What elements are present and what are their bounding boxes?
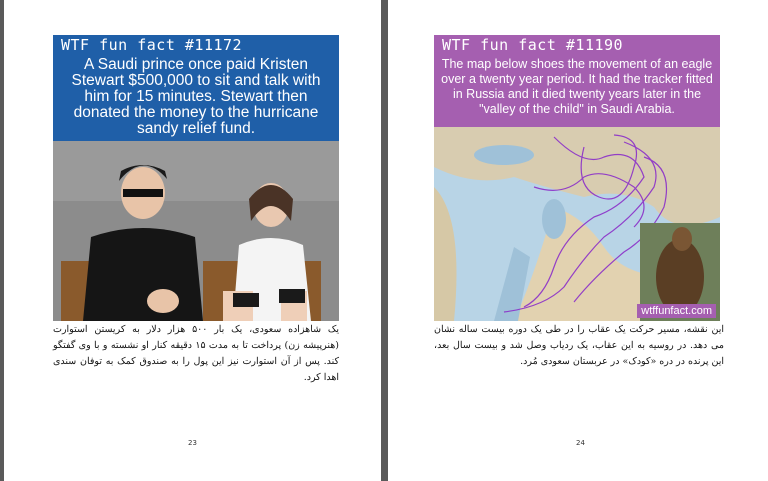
page-number-left: 23 [188, 439, 197, 447]
fact-title-right: WTF fun fact #11190 [442, 36, 624, 54]
fact-text-right: The map below shoes the movement of an eagle over a twenty year period. It had the tracker fitted in Russia and it died twenty years later in the "valley of the child" in Saudi Arabia. [441, 57, 713, 116]
fun-fact-card-left [53, 35, 339, 321]
persian-caption-left: یک شاهزاده سعودی، یک بار ۵۰۰ هزار دلار به کریستن استوارت (هنرپیشه زن) پرداخت تا به مدت ۱۵ دقیقه کنار او نشسته و با وی گفتگو کند. پس از آن استوارت نیز این پول را به صندوق کمک به توفان سندی اهدا کرد. [53, 324, 340, 383]
page-number-right: 24 [576, 439, 585, 447]
fact-banner-left [53, 35, 339, 141]
fact-text-left: A Saudi prince once paid Kristen Stewart $500,000 to sit and talk with him for 15 minutes. Stewart then donated the money to the hurricane sandy relief fund. [71, 56, 321, 137]
right-page [388, 0, 768, 481]
persian-caption-right: این نقشه، مسیر حرکت یک عقاب را در طی یک دوره بیست ساله نشان می دهد. در روسیه به این عقاب، یک ردیاب وصل شد و بیست سال بعد، این پرنده در دره «کودک» در عربستان سعودی مُرد. [434, 324, 724, 367]
wtffunfact-watermark: wtffunfact.com [637, 304, 716, 318]
fact-banner-right [434, 35, 720, 127]
celebrity-photo [53, 141, 339, 321]
left-page [4, 0, 381, 481]
fun-fact-card-right [434, 35, 720, 321]
fact-title-left: WTF fun fact #11172 [61, 36, 243, 54]
eagle-migration-map [434, 127, 720, 321]
